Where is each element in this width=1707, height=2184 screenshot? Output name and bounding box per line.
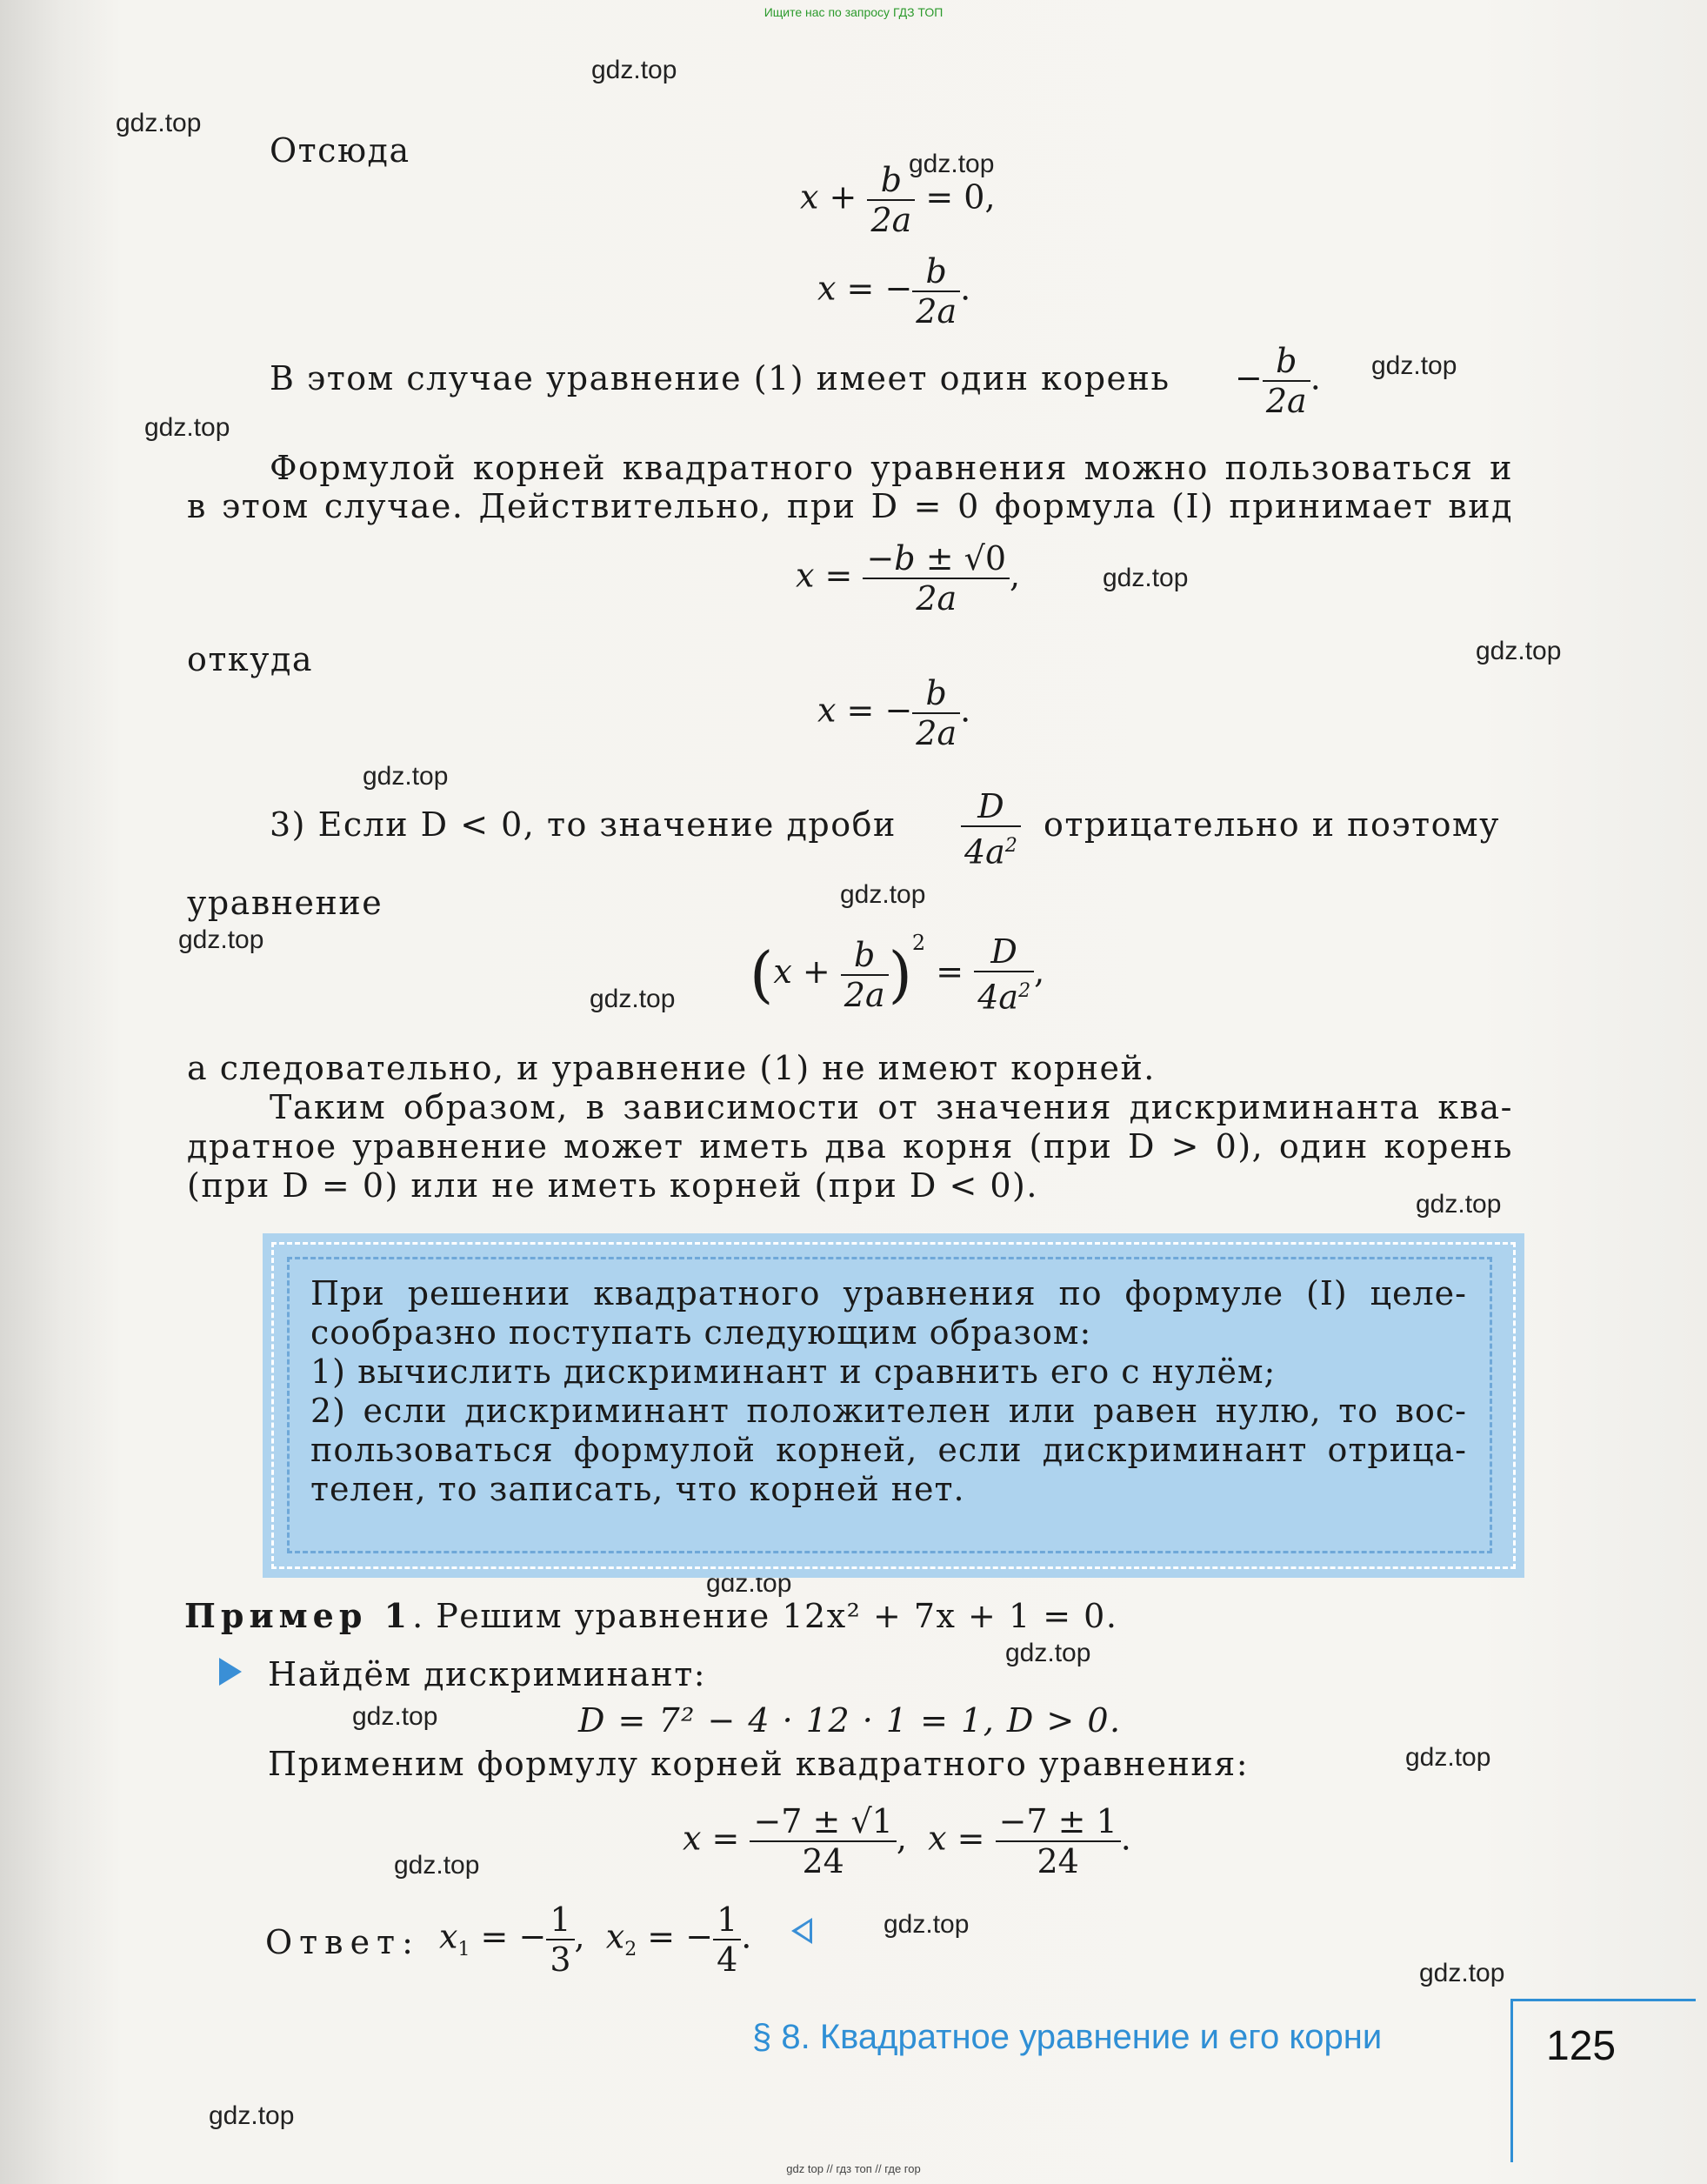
paragraph-text: дратное уравнение может иметь два корня (при D > 0), один корень — [187, 1127, 1513, 1165]
rule-line: 1) вычислить дискриминант и сравнить его с нулём; — [310, 1352, 1277, 1391]
watermark: gdz.top — [116, 109, 202, 137]
watermark: gdz.top — [1371, 351, 1457, 380]
example-heading — [184, 1596, 1117, 1636]
equation: x = $\frac{-7 \pm √1}{24}$ , x = $\frac{-7 \pm 1}{24}$ . — [683, 1802, 1131, 1880]
watermark: gdz.top — [1476, 637, 1562, 665]
top-banner[interactable]: Ищите нас по запросу ГДЗ ТОП — [763, 5, 944, 19]
rule-line: пользоваться формулой корней, если дискриминант отрица- — [310, 1431, 1467, 1469]
equation: $x_1$ = − $\frac{1}{3}$ , $x_2$ = − $\frac{1}{4}$ . — [439, 1900, 752, 1979]
example-label: Пример 1 — [184, 1596, 413, 1635]
watermark: gdz.top — [1005, 1639, 1091, 1667]
watermark: gdz.top — [394, 1851, 480, 1880]
equation: x = − $\frac{b}{2a}$ . — [817, 674, 971, 752]
solution-start-icon — [219, 1658, 242, 1686]
paragraph-text: Отсюда — [270, 131, 410, 170]
paragraph-text: в этом случае. Действительно, при D = 0 формула (I) принимает вид — [187, 487, 1513, 525]
watermark: gdz.top — [706, 1569, 792, 1598]
rule-line: сообразно поступать следующим образом: — [310, 1313, 1092, 1352]
paragraph-text: Найдём дискриминант: — [268, 1655, 707, 1693]
paragraph-text: Применим формулу корней квадратного уравнения: — [268, 1745, 1249, 1783]
equation: $\frac{D}{4a^2}$ — [961, 787, 1021, 872]
watermark: gdz.top — [363, 762, 449, 791]
watermark: gdz.top — [178, 925, 264, 954]
rule-line: телен, то записать, что корней нет. — [310, 1470, 965, 1508]
page-number: 125 — [1546, 2023, 1617, 2069]
solution-end-icon — [791, 1918, 812, 1944]
equation: D = 7² − 4 · 12 · 1 = 1, D > 0. — [578, 1701, 1122, 1740]
watermark: gdz.top — [1405, 1743, 1491, 1772]
watermark: gdz.top — [1419, 1959, 1505, 1987]
paragraph-text: откуда — [187, 640, 314, 678]
paragraph-text: а следовательно, и уравнение (1) не имеют корней. — [187, 1049, 1156, 1087]
watermark: gdz.top — [591, 56, 677, 84]
paragraph-text: уравнение — [187, 884, 383, 922]
equation: (x + $\frac{b}{2a}$ )$^2$ = $\frac{D}{4a^2}$ , — [750, 931, 1045, 1017]
watermark: gdz.top — [209, 2101, 295, 2130]
rule-text — [310, 1274, 1467, 1509]
watermark: gdz.top — [352, 1702, 438, 1731]
equation: x + $\frac{b}{2a}$ = 0, — [800, 161, 996, 239]
watermark: gdz.top — [840, 880, 926, 909]
paragraph-text: 3) Если D < 0, то значение дроби — [270, 805, 897, 844]
rule-line: При решении квадратного уравнения по формуле (I) целе- — [310, 1274, 1467, 1312]
paragraph-text: Формулой корней квадратного уравнения можно пользоваться и — [270, 449, 1513, 487]
paragraph-text: отрицательно и поэтому — [1044, 805, 1500, 844]
rule-line: 2) если дискриминант положителен или равен нулю, то вос- — [310, 1392, 1467, 1430]
bottom-banner[interactable]: gdz top // гдз топ // где гор — [786, 2162, 921, 2175]
paragraph-text: (при D = 0) или не иметь корней (при D < 0). — [187, 1166, 1038, 1205]
paragraph-text: Таким образом, в зависимости от значения дискриминанта ква- — [270, 1088, 1513, 1126]
equation: x = $\frac{-b \pm √0}{2a}$ , — [796, 539, 1021, 618]
watermark: gdz.top — [144, 413, 230, 442]
watermark: gdz.top — [1103, 564, 1189, 592]
watermark: gdz.top — [590, 985, 676, 1013]
answer-label: Ответ: — [265, 1923, 420, 1961]
paragraph-text: В этом случае уравнение (1) имеет один корень — [270, 359, 1170, 397]
watermark: gdz.top — [884, 1910, 970, 1939]
equation: x = − $\frac{b}{2a}$ . — [817, 252, 971, 331]
section-footer: § 8. Квадратное уравнение и его корни — [752, 2018, 1383, 2056]
equation: − $\frac{b}{2a}$ . — [1235, 342, 1321, 420]
watermark: gdz.top — [909, 150, 995, 178]
example-statement: . Решим уравнение 12x² + 7x + 1 = 0. — [412, 1597, 1118, 1635]
watermark: gdz.top — [1416, 1190, 1502, 1219]
